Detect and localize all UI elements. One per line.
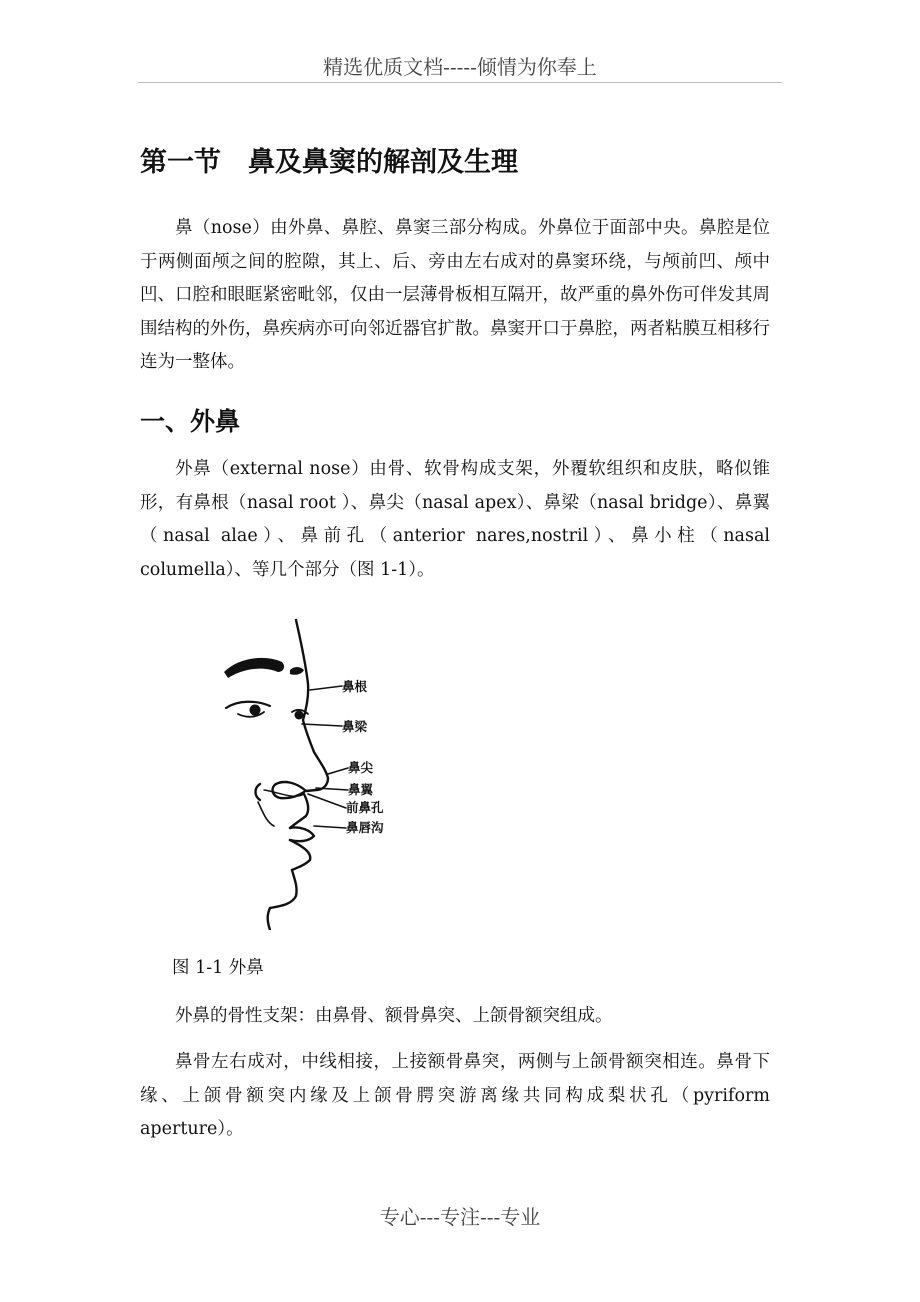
- subsection-title: 一、外鼻: [140, 407, 241, 436]
- page-header: 精选优质文档-----倾情为你奉上: [138, 52, 782, 83]
- external-nose-figure: [198, 614, 426, 930]
- nose-illustration: [198, 614, 426, 930]
- page-footer: 专心---专注---专业: [379, 1205, 541, 1229]
- label-nasal-alae: 鼻翼: [348, 782, 374, 797]
- external-nose-paragraph: 外鼻（external nose）由骨、软骨构成支架，外覆软组织和皮肤，略似锥形，有鼻根（nasal root ）、鼻尖（nasal apex）、鼻梁（nasal bridge）、鼻翼（nasal alae）、鼻前孔（anterior nares,nostril）、鼻小柱（nasal columella）、等几个部分（图 1-1）。: [140, 459, 770, 580]
- nasal-bone-paragraph: 鼻骨左右成对，中线相接，上接额骨鼻突，两侧与上颌骨额突相连。鼻骨下缘、上颌骨额突内缘及上颌骨腭突游离缘共同构成梨状孔（pyriform aperture）。: [140, 1052, 770, 1139]
- label-nasal-apex: 鼻尖: [348, 760, 374, 775]
- label-nasolabial-groove: 鼻唇沟: [346, 820, 384, 835]
- label-nasal-bridge: 鼻梁: [342, 719, 368, 734]
- label-nasal-root: 鼻根: [342, 679, 368, 694]
- bony-framework-paragraph: 外鼻的骨性支架：由鼻骨、额骨鼻突、上颌骨额突组成。: [175, 1006, 613, 1026]
- figure-caption: 图 1-1 外鼻: [172, 958, 264, 978]
- section-title: 第一节 鼻及鼻窦的解剖及生理: [140, 147, 518, 178]
- intro-paragraph: 鼻（nose）由外鼻、鼻腔、鼻窦三部分构成。外鼻位于面部中央。鼻腔是位于两侧面颅之间的腔隙，其上、后、旁由左右成对的鼻窦环绕，与颅前凹、颅中凹、口腔和眼眶紧密毗邻，仅由一层薄骨板相互隔开，故严重的鼻外伤可伴发其周围结构的外伤，鼻疾病亦可向邻近器官扩散。鼻窦开口于鼻腔，两者粘膜互相移行连为一整体。: [140, 218, 770, 372]
- label-nostril: 前鼻孔: [346, 800, 384, 815]
